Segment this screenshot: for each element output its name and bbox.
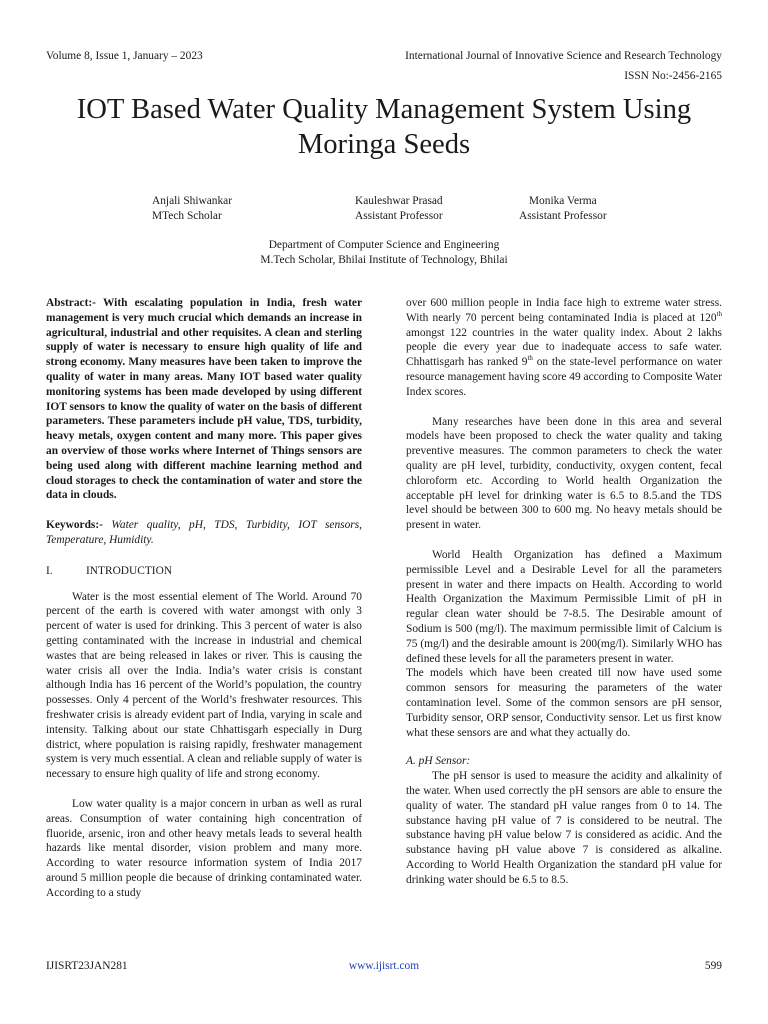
abstract: Abstract:- With escalating population in India, fresh water management is very much crucial which demands an increase in agricultural, industrial and other requisites. A clean and sterling supply of water is necessary to ensure high quality of life and strong economy. Many measures have been taken to improve the quality of water in many areas. Many IOT based water quality monitoring systems has been made developed by using different IOT sensors to know the quality of water on the basis of different parameters. These parameters include pH value, TDS, turbidity, heavy metals, oxygen content and many more. This paper gives an overview of those works where Internet of Things sensors are being used along with different machine learning method and cloud storages to check the contamination of water and store the data in clouds. [46,297,362,502]
header-issn: ISSN No:-2456-2165 [624,70,722,82]
author-3 [519,194,607,224]
subsection-heading-ph-sensor: A. pH Sensor: [406,755,471,768]
author-name: Anjali Shiwankar [152,195,233,207]
right-paragraph-1 [406,296,722,400]
text-run: on the state-level performance on water resource management having score 49 according to Composite Water Index scores. [406,356,722,398]
author-1 [152,194,232,224]
author-2 [355,194,443,224]
header-journal-name: International Journal of Innovative Science and Research Technology [405,50,722,62]
section-title: INTRODUCTION [86,564,173,577]
header-volume: Volume 8, Issue 1, January – 2023 [46,50,203,62]
footer-page-number: 599 [704,960,722,972]
author-name: Kauleshwar Prasad [355,195,443,207]
ph-sensor-paragraph: The pH sensor is used to measure the acidity and alkalinity of the water. When used correctly the pH sensors are able to ensure the quality of water. The standard pH value ranges from 0 to 14. The substance having pH value of 7 is considered to be neutral. The substance having pH value below 7 is considered as acidic. And the substance having pH value above 7 is considered as alkaline. According to World Health Organization the standard pH value for drinking water should be 6.5 to 8.5. [406,770,722,886]
affiliation-institute: M.Tech Scholar, Bhilai Institute of Technology, Bhilai [260,254,508,266]
footer-website-link[interactable]: www.ijisrt.com [348,960,420,972]
right-column [406,296,722,887]
right-paragraph-2: Many researches have been done in this area and several models have been proposed to check the water quality and taking preventive measures. The common parameters to check the water quality are pH level, turbidity, conductivity, oxygen content, fecal chloroform etc. According to World health Organization the acceptable pH level for drinking water is 6.5 to 8.5.and the TDS level should be between 300 to 600 mg. No heavy metals should be present in water. [406,415,722,532]
left-column [46,296,362,900]
footer-article-id: IJISRT23JAN281 [46,960,128,972]
author-name: Monika Verma [528,195,597,207]
section-heading-introduction [46,564,362,579]
author-role: Assistant Professor [519,210,607,222]
author-role: MTech Scholar [152,210,222,222]
text-run: amongst 122 countries in the water quality index. About 2 lakhs people die every year due to inadequate access to safe water. Chhattisgarh has ranked 9 [406,326,722,369]
superscript: th [716,310,722,318]
keywords-text: Water quality, pH, TDS, Turbidity, IOT sensors, Temperature, Humidity. [46,519,362,546]
text-run: over 600 million people in India face high to extreme water stress. With nearly 70 percent being contaminated India is placed at 120 [406,297,722,324]
author-role: Assistant Professor [355,210,443,222]
keywords [46,518,362,548]
affiliation [134,238,634,268]
affiliation-department: Department of Computer Science and Engineering [268,239,500,251]
keywords-label: Keywords:- [46,519,103,532]
right-paragraph-3: World Health Organization has defined a Maximum permissible Level and a Desirable Level for all the parameters present in water and there impacts on Health. According to world Health Organization the Maximum Permissible Limit of pH in regular clean water should be 7-8.5. The Desirable amount of Sodium is 500 (mg/l). The maximum permissible limit of Calcium is 75 (mg/l) and the desirable amount is 200(mg/l). Similarly WHO has defined these levels for all the parameters present in water. [406,548,722,665]
superscript: th [527,354,533,363]
intro-paragraph-1: Water is the most essential element of The World. Around 70 percent of the earth is covered with water amongst with only 3 percent of water is used for drinking. This 3 percent of water is also getting contaminated with the increase in industrial and chemical wastes that are being released in lakes or river. This is causing the water crisis all over the India. India’s water crisis is constant although India has 16 percent of the World’s population, the country possesses. Only 4 percent of the World’s freshwater resources. This freshwater crisis is already evident part of India, varying in scale and intensity. Talking about our state Chhattisgarh especially in Durg district, where population is raising rapidly, freshwater management system is very much essential. A clean and reliable supply of water is necessary to ensure high quality of life and strong economy. [46,590,362,781]
section-number: I. [46,564,53,577]
intro-paragraph-2: Low water quality is a major concern in urban as well as rural areas. Consumption of water containing high concentration of fluoride, arsenic, iron and other heavy metals leads to several health hazards like mental disorder, vision problem and many more. According to water resource information system of India 2017 around 5 million people die because of drinking contaminated water. According to a study [46,797,362,899]
paper-title: IOT Based Water Quality Management System Using Moringa Seeds [76,94,692,160]
right-paragraph-4: The models which have been created till now have used some common sensors for measuring the parameters of the water contamination level. Some of the common sensors are pH sensor, Turbidity sensor, ORP sensor, Conductivity sensor. Let us first know what these sensors are and what they actually do. [406,667,722,739]
